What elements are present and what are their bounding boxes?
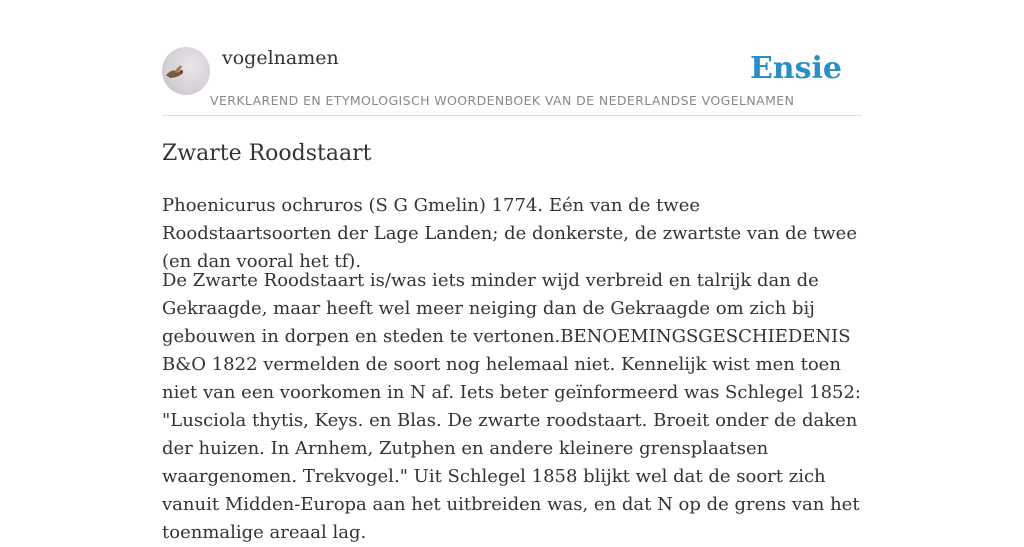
- header: [162, 0, 862, 116]
- brand-logo[interactable]: Ensie: [749, 51, 842, 86]
- article-paragraph: De Zwarte Roodstaart is/was iets minder wijd verbreid en talrijk dan de Gekraagde, maar heeft wel meer neiging dan de Gekraagde om zich bij gebouwen in dorpen en steden te vertonen.BENOEMINGSGESCHIEDENIS B&O 1822 vermelden de soort nog helemaal niet. Kennelijk wist men toen niet van een voorkomen in N af. Iets beter geïnformeerd was Schlegel 1852: "Lusciola thytis, Keys. en Blas. De zwarte roodstaart. Broeit onder de daken der huizen. In Arnhem, Zutphen en andere kleinere grensplaatsen waargenomen. Trekvogel." Uit Schlegel 1858 blijkt wel dat de soort zich vanuit Midden-Europa aan het uitbreiden was, en dat N op de grens van het toenmalige areaal lag.: [162, 270, 861, 543]
- bird-icon: [162, 47, 210, 95]
- dictionary-subtitle[interactable]: VERKLAREND EN ETYMOLOGISCH WOORDENBOEK VAN DE NEDERLANDSE VOGELNAMEN: [210, 93, 795, 108]
- author-avatar[interactable]: [162, 47, 210, 95]
- page: [162, 0, 862, 543]
- article-title: Zwarte Roodstaart: [162, 141, 372, 166]
- author-name[interactable]: vogelnamen: [222, 47, 339, 69]
- article-paragraph: Phoenicurus ochruros (S G Gmelin) 1774. Eén van de twee Roodstaartsoorten der Lage Landen; de donkerste, de zwartste van de twee (en dan vooral het tf).: [162, 195, 857, 272]
